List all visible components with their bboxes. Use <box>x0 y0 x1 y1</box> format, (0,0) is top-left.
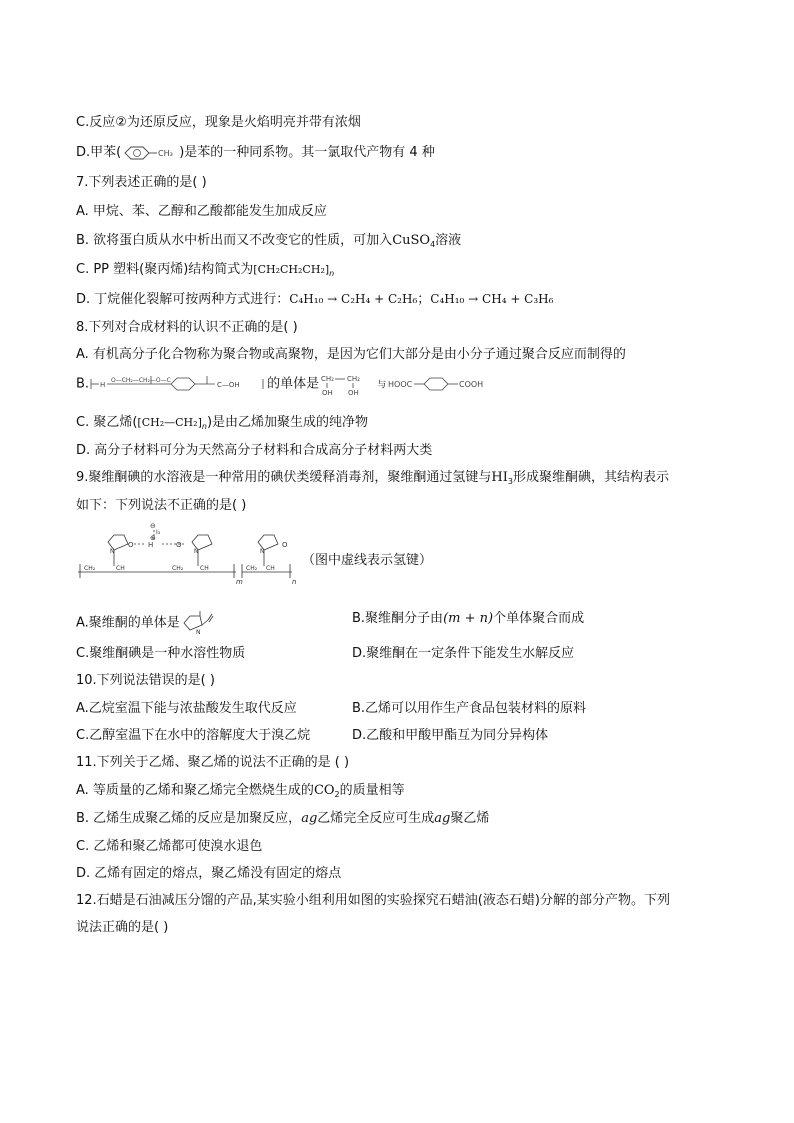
acid-hooc: HOOC <box>388 380 413 389</box>
q8c-bracket-left: [ <box>137 416 142 429</box>
q9-figure-note: （图中虚线表示氢键） <box>302 553 433 568</box>
struct-minus: ⊖ <box>150 522 156 530</box>
q7c-bracket-left: [ <box>253 263 258 276</box>
q11b-mid: 乙烯完全反应可生成 <box>317 811 435 826</box>
q11b-text: B. 乙烯生成聚乙烯的反应是加聚反应， <box>76 811 302 826</box>
struct-ch2-a: CH₂ <box>84 565 96 572</box>
glycol-oh-a: OH <box>322 389 333 396</box>
q8c-bracket-right: ] <box>197 416 202 429</box>
q9-stem-line2: 如下：下列说法不正确的是( ) <box>76 498 247 513</box>
q6d-prefix: D.甲苯( <box>76 145 122 160</box>
q6-option-c: C.反应②为还原反应，现象是火焰明亮并带有浓烟 <box>76 115 361 130</box>
q8b-label: B. <box>76 376 90 392</box>
struct-plus: ⊕ <box>150 534 156 542</box>
q8c-text: C. 聚乙烯( <box>76 415 138 430</box>
struct-m: m <box>236 578 243 586</box>
q10-option-c: C.乙醇室温下在水中的溶解度大于溴乙烷 <box>76 728 311 743</box>
q9-hi: HI <box>491 470 508 485</box>
glycol-oh-b: OH <box>348 389 359 396</box>
q9a-text: A.聚维酮的单体是 <box>76 615 180 631</box>
struct-ch2-c: CH₂ <box>246 565 258 572</box>
q7c-text: C. PP 塑料(聚丙烯)结构简式为 <box>76 262 254 277</box>
q10-option-d: D.乙酸和甲酸甲酯互为同分异构体 <box>352 728 549 743</box>
q10-option-b: B.乙烯可以用作生产食品包装材料的原料 <box>352 701 587 716</box>
q11-stem: 11.下列关于乙烯、聚乙烯的说法不正确的是 ( ) <box>76 755 350 770</box>
q9-option-a <box>76 610 214 636</box>
q7b-text: B. 欲将蛋白质从水中析出而又不改变它的性质，可加入 <box>76 233 393 248</box>
vinylpyrrolidone-structure <box>180 610 214 636</box>
q9-hi-sub: 3 <box>507 477 513 486</box>
q9b-expr: (m + n) <box>443 611 494 626</box>
q7-stem: 7.下列表述正确的是( ) <box>76 175 207 190</box>
svg-text:O—CH₂—CH₂—O—C: O—CH₂—CH₂—O—C <box>111 377 171 384</box>
struct-ch2-b: CH₂ <box>172 565 184 572</box>
glycol-ch2-b: CH₂ <box>347 375 361 383</box>
terephthalic-acid-structure <box>386 375 504 393</box>
povidone-iodine-structure <box>76 520 298 592</box>
q12-stem-line1: 12.石蜡是石油减压分馏的产品,某实验小组利用如图的实验探究石蜡油(液态石蜡)分解的部分产物。下列 <box>76 893 670 908</box>
q7-option-a: A. 甲烷、苯、乙醇和乙酸都能发生加成反应 <box>76 204 327 219</box>
q6d-suffix: )是苯的一种同系物。其一氯取代产物有 4 种 <box>179 145 435 160</box>
q7b-sub: 4 <box>430 240 436 249</box>
struct-h: H <box>148 541 154 549</box>
q11-option-a <box>76 782 405 804</box>
q7-option-b <box>76 232 461 254</box>
q8-option-b <box>76 372 504 396</box>
q8b-monomer-text: 的单体是 <box>267 376 320 392</box>
struct-n: n <box>292 578 297 586</box>
polyester-structure <box>89 373 267 395</box>
q7c-formula: CH₂CH₂CH₂ <box>257 263 325 276</box>
q11a-text: A. 等质量的乙烯和聚乙烯完全燃烧生成的 <box>76 783 314 798</box>
q11-option-b <box>76 810 489 828</box>
q7c-n: n <box>329 269 335 278</box>
q9-stem-line1 <box>76 469 669 491</box>
struct-ch-b: CH <box>200 565 209 572</box>
struct-o3: O <box>282 541 288 549</box>
toluene-ch3: CH₃ <box>158 148 174 158</box>
q9-option-b <box>352 610 584 628</box>
q7d-eq1: C₄H₁₀ → C₂H₄ + C₂H₆ <box>289 292 418 306</box>
q11b-ag1: ag <box>301 811 318 826</box>
acid-cooh: COOH <box>459 380 484 389</box>
q11a-sub: 2 <box>334 790 340 799</box>
q8-stem: 8.下列对合成材料的认识不正确的是( ) <box>76 320 298 335</box>
monomer-n: N <box>195 629 201 636</box>
struct-o1: O <box>128 541 134 549</box>
q11-option-d: D. 乙烯有固定的熔点，聚乙烯没有固定的熔点 <box>76 866 342 881</box>
q9-option-c: C.聚维酮碘是一种水溶性物质 <box>76 646 246 661</box>
glycol-structure <box>319 372 377 396</box>
q9b-text: B.聚维酮分子由 <box>352 611 444 626</box>
q7d-sep: ； <box>417 292 431 307</box>
q12-stem-line2: 说法正确的是( ) <box>76 920 169 935</box>
q8b-and: 与 <box>377 380 387 391</box>
q7d-text: D. 丁烷催化裂解可按两种方式进行： <box>76 292 290 307</box>
struct-n3: N <box>260 548 265 555</box>
q7-option-c <box>76 261 334 283</box>
q8-option-a: A. 有机高分子化合物称为聚合物或高聚物，是因为它们大部分是由小分子通过聚合反应而制得的 <box>76 347 626 362</box>
q8c-formula: CH₂—CH₂ <box>141 416 198 429</box>
q7b-chem: CuSO <box>392 233 431 248</box>
struct-ch-c: CH <box>266 565 275 572</box>
q11a-co: CO <box>313 783 335 798</box>
q7b-suffix: 溶液 <box>435 233 462 248</box>
q7c-bracket-right: ] <box>324 263 330 276</box>
struct-n1: N <box>110 548 115 555</box>
struct-n2: N <box>194 548 199 555</box>
struct-i3: I₃ <box>156 529 161 536</box>
struct-ch-a: CH <box>116 565 125 572</box>
svg-text:C—OH: C—OH <box>217 381 240 389</box>
q8-option-d: D. 高分子材料可分为天然高分子材料和合成高分子材料两大类 <box>76 443 433 458</box>
q11-option-c: C. 乙烯和聚乙烯都可使溴水退色 <box>76 839 263 854</box>
q8c-suffix: )是由乙烯加聚生成的纯净物 <box>206 415 369 430</box>
q8-option-c <box>76 414 368 436</box>
q9b-suffix: 个单体聚合而成 <box>493 611 585 626</box>
toluene-structure <box>121 145 179 161</box>
q11a-suffix: 的质量相等 <box>339 783 405 798</box>
q7-option-d <box>76 290 553 309</box>
q9-text-b: 形成聚维酮碘，其结构表示 <box>512 470 669 485</box>
q11b-ag2: ag <box>434 811 451 826</box>
q8c-n: n <box>201 422 207 431</box>
struct-o2: O <box>176 541 182 549</box>
q11b-suffix: 聚乙烯 <box>450 811 490 826</box>
q10-option-a: A.乙烷室温下能与浓盐酸发生取代反应 <box>76 701 297 716</box>
q10-stem: 10.下列说法错误的是( ) <box>76 673 215 688</box>
q9-option-d: D.聚维酮在一定条件下能发生水解反应 <box>352 646 575 661</box>
polyester-h: H <box>100 381 106 389</box>
q6-option-d <box>76 144 435 162</box>
glycol-ch2-a: CH₂ <box>321 375 335 383</box>
q7d-eq2: C₄H₁₀ → CH₄ + C₃H₆ <box>430 292 554 306</box>
q9-text-a: 9.聚维酮碘的水溶液是一种常用的碘伏类缓释消毒剂，聚维酮通过氢键与 <box>76 470 492 485</box>
